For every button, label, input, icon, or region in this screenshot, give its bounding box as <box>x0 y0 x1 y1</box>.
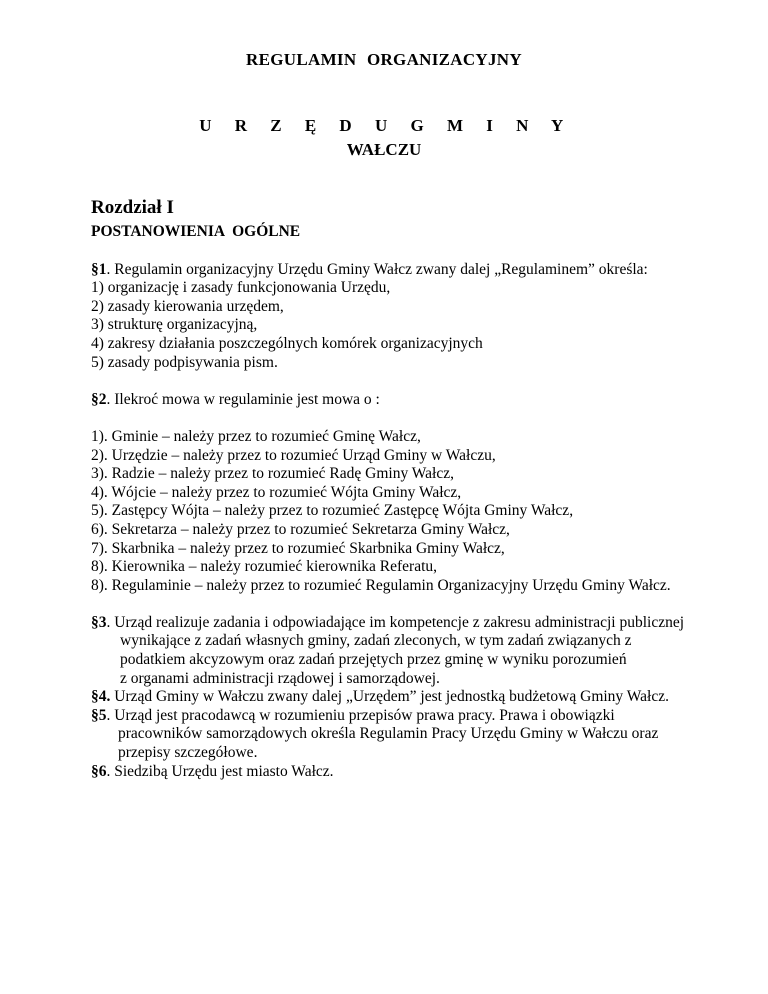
section-1-text: . Regulamin organizacyjny Urzędu Gminy Wałcz zwany dalej „Regulaminem” określa: <box>106 260 648 278</box>
document-subtitle <box>0 116 768 136</box>
section-5 <box>91 707 691 763</box>
section-1-item: 3) strukturę organizacyjną, <box>91 316 258 334</box>
section-5-text: . Urząd jest pracodawcą w rozumieniu przepisów prawa pracy. Prawa i obowiązki pracowników samorządowych określa Regulamin Pracy Urzędu Gminy w Wałczu oraz przepisy szczegółowe. <box>106 706 659 762</box>
section-2-item: 3). Radzie – należy przez to rozumieć Radę Gminy Wałcz, <box>91 465 454 483</box>
section-1-item: 4) zakresy działania poszczególnych komórek organizacyjnych <box>91 334 483 352</box>
section-1-item: 1) organizację i zasady funkcjonowania Urzędu, <box>91 279 391 297</box>
document-title: REGULAMIN ORGANIZACYJNY <box>246 50 522 69</box>
section-2-item: 8). Kierownika – należy rozumieć kierownika Referatu, <box>91 558 438 576</box>
section-6-number: §6 <box>91 762 107 780</box>
section-2-item: 4). Wójcie – należy przez to rozumieć Wójta Gminy Wałcz, <box>91 483 462 501</box>
section-2-text: . Ilekroć mowa w regulaminie jest mowa o : <box>106 390 380 408</box>
section-6-text: . Siedzibą Urzędu jest miasto Wałcz. <box>106 762 334 780</box>
section-3-number: §3 <box>91 613 107 631</box>
section-3 <box>91 614 691 670</box>
section-5-number: §5 <box>91 706 107 724</box>
document-body <box>91 196 691 781</box>
section-2-item: 6). Sekretarza – należy przez to rozumieć Sekretarza Gminy Wałcz, <box>91 520 510 538</box>
section-1-item: 2) zasady kierowania urzędem, <box>91 297 284 315</box>
section-2-item: 8). Regulaminie – należy przez to rozumieć Regulamin Organizacyjny Urzędu Gminy Wałcz. <box>91 576 671 594</box>
section-4-number: §4. <box>91 688 111 706</box>
section-4-text: Urząd Gminy w Wałczu zwany dalej „Urzędem” jest jednostką budżetową Gminy Wałcz. <box>110 688 669 706</box>
section-6 <box>91 763 691 782</box>
section-1-item: 5) zasady podpisywania pism. <box>91 353 278 371</box>
section-2-item: 7). Skarbnika – należy przez to rozumieć Skarbnika Gminy Wałcz, <box>91 539 505 557</box>
document-subtitle-text: U R Z Ę D U G M I N Y <box>199 116 569 135</box>
section-2-item: 1). Gminie – należy przez to rozumieć Gminę Wałcz, <box>91 427 421 445</box>
document-place: WAŁCZU <box>346 140 422 159</box>
section-2 <box>91 391 691 410</box>
section-4 <box>91 688 691 707</box>
section-3-continuation: z organami administracji rządowej i samorządowej. <box>120 669 440 687</box>
section-2-item: 2). Urzędzie – należy przez to rozumieć Urząd Gminy w Wałczu, <box>91 446 496 464</box>
section-1 <box>91 261 691 280</box>
section-2-number: §2 <box>91 390 107 408</box>
chapter-subtitle: POSTANOWIENIA OGÓLNE <box>91 223 301 240</box>
section-2-item: 5). Zastępcy Wójta – należy przez to rozumieć Zastępcę Wójta Gminy Wałcz, <box>91 502 574 520</box>
section-1-number: §1 <box>91 260 107 278</box>
chapter-title: Rozdział I <box>91 197 174 218</box>
section-3-text: . Urząd realizuje zadania i odpowiadające im kompetencje z zakresu administracji publicznej wynikające z zadań własnych gminy, zadań zleconych, w tym zadań związanych z podatkiem akcyzowym oraz zadań przejętych przez gminę w wyniku porozumień <box>106 613 685 669</box>
